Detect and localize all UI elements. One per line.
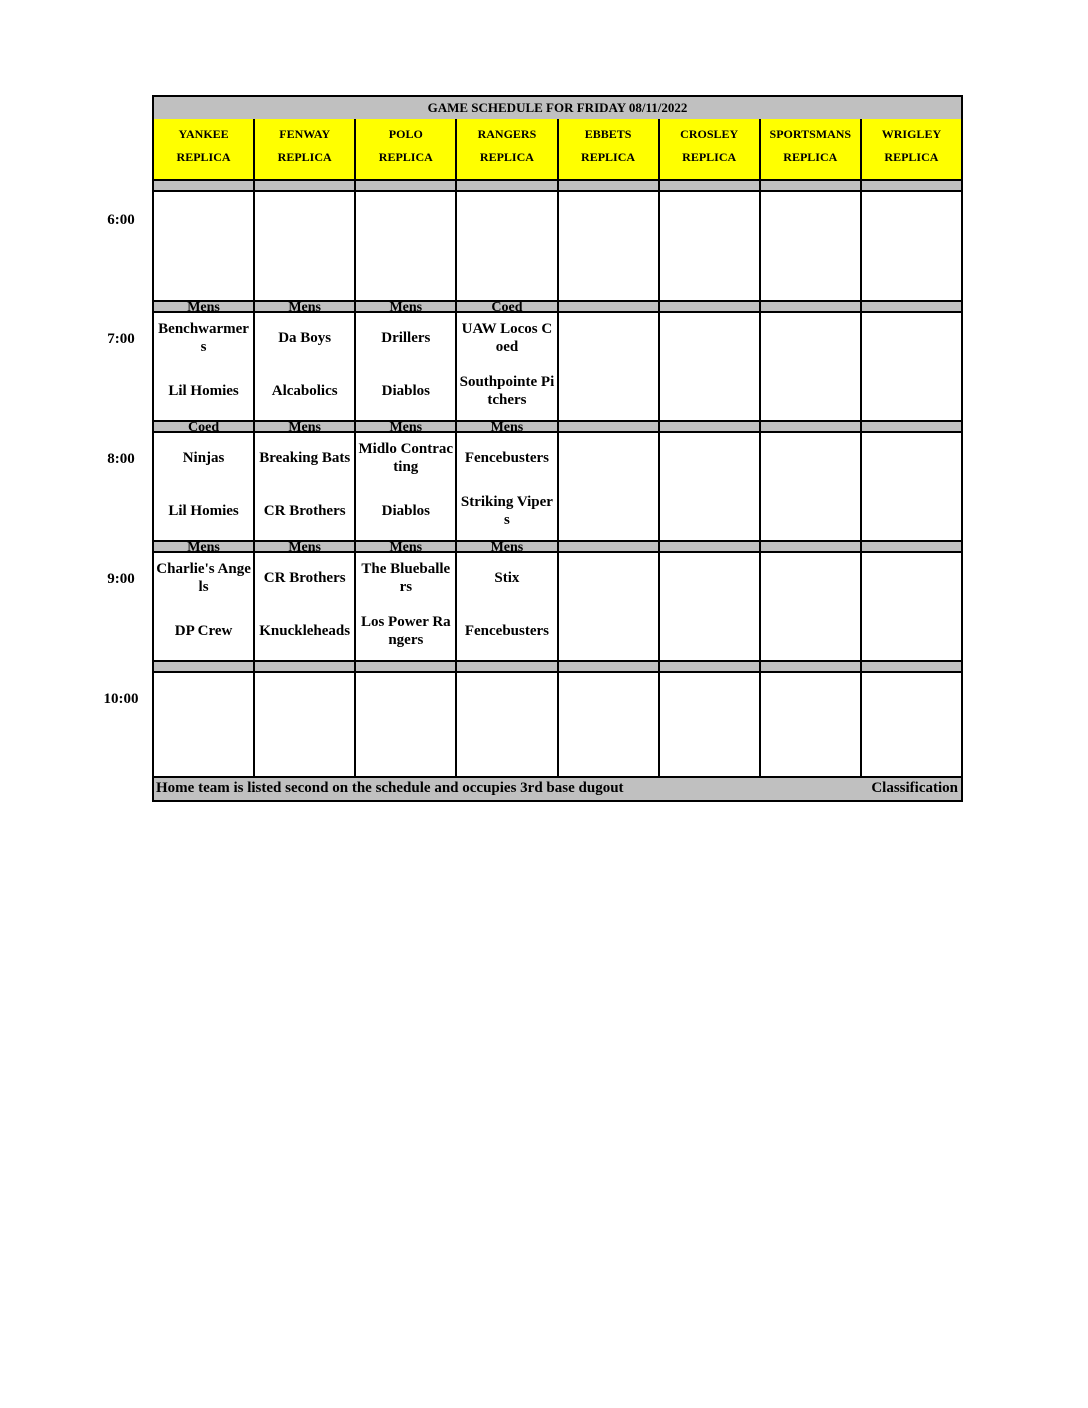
classification-band [255,179,354,192]
field-name: WRIGLEY [881,127,942,141]
classification-band [660,540,759,553]
classification-band [862,540,961,553]
field-header [154,119,253,179]
home-team: DP Crew [174,623,233,639]
schedule-title: GAME SCHEDULE FOR FRIDAY 08/11/2022 [154,97,961,121]
home-team [660,611,759,651]
footer-bar [154,776,961,800]
classification-band [255,660,354,673]
home-team [761,611,860,651]
away-team [559,197,658,237]
away-team: Charlie's Angels [156,561,251,595]
home-team-note: Home team is listed second on the schedule and occupies 3rd base dugout [156,780,624,796]
home-team: Southpointe Pitchers [459,374,555,408]
away-team [660,678,759,718]
classification-band [761,300,860,313]
classification-band [559,179,658,192]
away-team [862,197,961,237]
home-team [761,491,860,531]
game-cell [457,433,556,537]
classification-band [559,420,658,433]
game-cell [154,192,253,296]
classification-band [559,660,658,673]
game-cell [559,313,658,417]
game-cell [660,553,759,657]
field-type: REPLICA [783,150,838,164]
field-type: REPLICA [277,150,332,164]
game-cell [862,313,961,417]
field-type: REPLICA [682,150,737,164]
field-column-polo [354,119,455,778]
game-cell [255,553,354,657]
home-team [255,250,354,290]
classification-band [154,660,253,673]
home-team [660,491,759,531]
classification-band [559,540,658,553]
game-cell [356,673,455,777]
away-team [255,678,354,718]
field-type: REPLICA [378,150,433,164]
field-header [559,119,658,179]
game-cell [761,192,860,296]
classification-band [761,660,860,673]
home-team: Diablos [381,383,430,399]
classification-band [862,420,961,433]
home-team [761,250,860,290]
away-team: Ninjas [182,450,225,466]
classification-band: Mens [356,420,455,433]
home-team [862,491,961,531]
game-cell [356,192,455,296]
away-team [660,558,759,598]
home-team [660,731,759,771]
field-column-wrigley [860,119,961,778]
away-team [761,438,860,478]
field-column-rangers [455,119,556,778]
game-cell [457,313,556,417]
field-column-sportsmans [759,119,860,778]
home-team [660,371,759,411]
game-cell [660,192,759,296]
field-header [457,119,556,179]
time-label-7-00: 7:00 [107,331,135,347]
classification-band [154,179,253,192]
away-team [559,438,658,478]
home-team [457,731,556,771]
game-cell [862,553,961,657]
game-cell [154,433,253,537]
classification-band [862,660,961,673]
home-team: Fencebusters [464,623,550,639]
home-team [862,731,961,771]
home-team [559,491,658,531]
field-column-yankee [154,119,253,778]
field-name: SPORTSMANS [769,127,852,141]
classification-band: Mens [255,540,354,553]
classification-band: Mens [154,540,253,553]
classification-legend: Classification [871,780,958,796]
away-team [862,678,961,718]
away-team [761,197,860,237]
classification-band [862,300,961,313]
field-type: REPLICA [176,150,231,164]
game-cell [457,673,556,777]
field-name: CROSLEY [680,127,739,141]
classification-band [761,420,860,433]
classification-band: Mens [356,540,455,553]
away-team [660,197,759,237]
away-team [862,318,961,358]
game-cell [356,313,455,417]
away-team [862,438,961,478]
home-team: Lil Homies [168,383,239,399]
classification-band [356,660,455,673]
away-team: Da Boys [278,330,332,346]
game-cell [660,433,759,537]
away-team [559,318,658,358]
classification-band: Mens [154,300,253,313]
game-cell [559,192,658,296]
field-name: RANGERS [477,127,537,141]
home-team [356,731,455,771]
field-name: FENWAY [279,127,331,141]
time-label-9-00: 9:00 [107,571,135,587]
game-cell [862,433,961,537]
classification-band: Mens [356,300,455,313]
game-cell [559,433,658,537]
away-team: CR Brothers [263,570,346,586]
classification-band [660,179,759,192]
game-cell [154,673,253,777]
classification-band: Mens [255,420,354,433]
game-cell [559,673,658,777]
field-columns [154,119,961,778]
game-cell [761,313,860,417]
game-cell [457,192,556,296]
away-team: Stix [494,570,520,586]
home-team [660,250,759,290]
classification-band [457,660,556,673]
away-team [154,197,253,237]
away-team [255,197,354,237]
home-team [154,250,253,290]
home-team [356,250,455,290]
home-team [255,731,354,771]
away-team: Breaking Bats [259,450,351,466]
away-team: Fencebusters [464,450,550,466]
home-team [862,371,961,411]
game-cell [660,673,759,777]
classification-band: Coed [154,420,253,433]
field-column-ebbets [557,119,658,778]
home-team [154,731,253,771]
game-cell [154,553,253,657]
classification-band [356,179,455,192]
classification-band: Mens [255,300,354,313]
classification-band [761,179,860,192]
field-header [862,119,961,179]
game-cell [255,192,354,296]
classification-band: Coed [457,300,556,313]
field-type: REPLICA [581,150,636,164]
game-cell [660,313,759,417]
home-team [761,731,860,771]
game-cell [356,433,455,537]
game-cell [559,553,658,657]
classification-band [862,179,961,192]
home-team: Knuckleheads [259,623,351,639]
game-cell [457,553,556,657]
home-team [457,250,556,290]
classification-band [660,300,759,313]
home-team [559,250,658,290]
away-team [356,197,455,237]
time-label-10-00: 10:00 [103,691,139,707]
home-team: Striking Vipers [460,494,553,528]
away-team [660,318,759,358]
field-header [356,119,455,179]
away-team [761,678,860,718]
away-team [154,678,253,718]
home-team: Diablos [381,503,430,519]
game-cell [255,673,354,777]
away-team: The Blueballers [361,561,451,595]
field-column-crosley [658,119,759,778]
game-cell [862,673,961,777]
field-header [660,119,759,179]
game-cell [154,313,253,417]
classification-band [660,420,759,433]
away-team: Benchwarmers [158,321,249,355]
game-cell [862,192,961,296]
classification-band [559,300,658,313]
field-name: EBBETS [584,127,632,141]
home-team: Lil Homies [168,503,239,519]
field-type: REPLICA [884,150,939,164]
classification-band [761,540,860,553]
field-name: POLO [388,127,423,141]
classification-band [457,179,556,192]
field-name: YANKEE [178,127,229,141]
game-cell [255,433,354,537]
home-team [559,731,658,771]
away-team [457,197,556,237]
classification-band: Mens [457,540,556,553]
home-team [559,611,658,651]
game-cell [761,553,860,657]
field-header [255,119,354,179]
home-team: CR Brothers [263,503,346,519]
away-team: UAW Locos Coed [461,321,553,355]
away-team [457,678,556,718]
away-team: Midlo Contracting [358,441,454,475]
home-team: Alcabolics [271,383,338,399]
home-team [761,371,860,411]
home-team [862,250,961,290]
field-header [761,119,860,179]
away-team [761,318,860,358]
game-cell [255,313,354,417]
away-team [660,438,759,478]
classification-band: Mens [457,420,556,433]
away-team [559,678,658,718]
time-label-6-00: 6:00 [107,212,135,228]
away-team [761,558,860,598]
classification-band [660,660,759,673]
home-team: Los Power Rangers [360,614,451,648]
game-cell [761,673,860,777]
field-type: REPLICA [479,150,534,164]
time-label-8-00: 8:00 [107,451,135,467]
away-team [356,678,455,718]
away-team [559,558,658,598]
schedule-table [152,95,963,802]
home-team [559,371,658,411]
game-cell [356,553,455,657]
away-team [862,558,961,598]
game-cell [761,433,860,537]
field-column-fenway [253,119,354,778]
home-team [862,611,961,651]
away-team: Drillers [381,330,431,346]
